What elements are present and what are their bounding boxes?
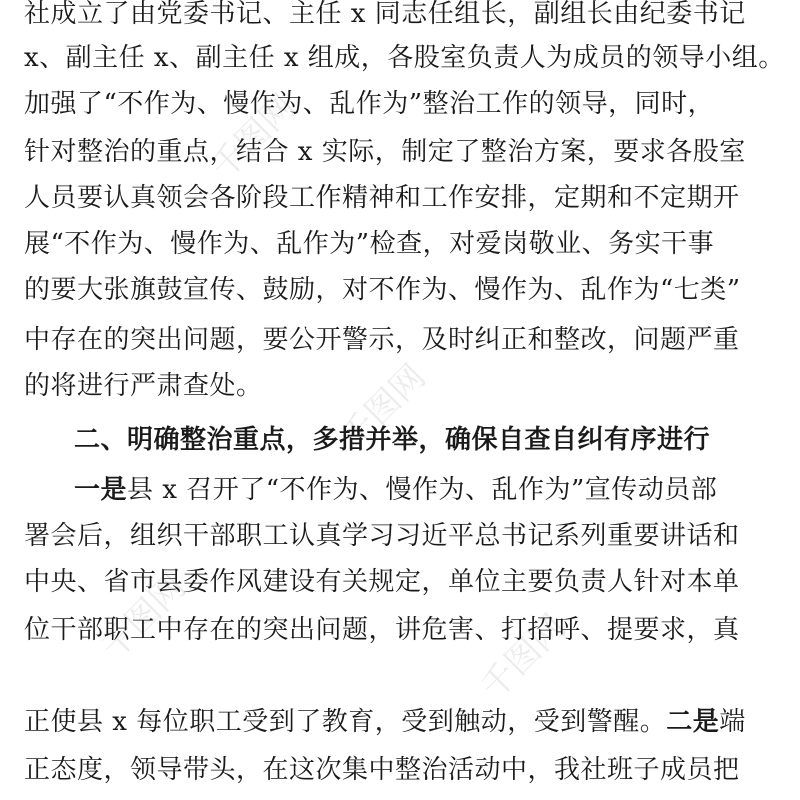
paragraph-line: 署会后，组织干部职工认真学习习近平总书记系列重要讲话和 xyxy=(24,521,740,551)
paragraph-line: 中央、省市县委作风建设有关规定，单位主要负责人针对本单 xyxy=(24,567,740,597)
paragraph-text: 端 xyxy=(719,707,746,737)
watermark: 千图网 xyxy=(473,606,574,708)
paragraph-line: 位干部职工中存在的突出问题，讲危害、打招呼、提要求，真 xyxy=(24,615,740,645)
paragraph-line: 展“不作为、慢作为、乱作为”检查，对爱岗敬业、务实干事 xyxy=(24,229,715,259)
paragraph-line: 中存在的突出问题，要公开警示，及时纠正和整改，问题严重 xyxy=(24,325,740,355)
lead-marker: 二是 xyxy=(666,707,720,737)
watermark: 千图网 xyxy=(333,356,434,458)
paragraph-line xyxy=(24,700,746,744)
paragraph-line: 的将进行严肃查处。 xyxy=(24,371,263,401)
paragraph-text: 正使县 x 每位职工受到了教育，受到触动，受到警醒。 xyxy=(24,707,667,737)
watermark: 千图网 xyxy=(93,566,194,668)
paragraph-line: 加强了“不作为、慢作为、乱作为”整治工作的领导，同时， xyxy=(24,89,715,119)
paragraph-line: x、副主任 x、副主任 x 组成，各股室负责人为成员的领导小组。 xyxy=(24,43,785,73)
section-heading: 二、明确整治重点，多措并举，确保自查自纠有序进行 xyxy=(74,425,711,455)
lead-marker: 一是 xyxy=(74,475,128,505)
watermark: 千图网 xyxy=(203,86,304,188)
paragraph-line: 正态度，领导带头，在这次集中整治活动中，我社班子成员把 xyxy=(24,755,740,785)
paragraph-line: 的要大张旗鼓宣传、鼓励，对不作为、慢作为、乱作为“七类” xyxy=(24,275,741,305)
paragraph-line: 社成立了由党委书记、主任 x 同志任组长，副组长由纪委书记 xyxy=(24,0,746,29)
paragraph-line xyxy=(74,468,717,512)
paragraph-text: 县 x 召开了“不作为、慢作为、乱作为”宣传动员部 xyxy=(127,475,718,505)
paragraph-line: 针对整治的重点，结合 x 实际，制定了整治方案，要求各股室 xyxy=(24,137,746,167)
paragraph-line: 人员要认真领会各阶段工作精神和工作安排，定期和不定期开 xyxy=(24,183,740,213)
